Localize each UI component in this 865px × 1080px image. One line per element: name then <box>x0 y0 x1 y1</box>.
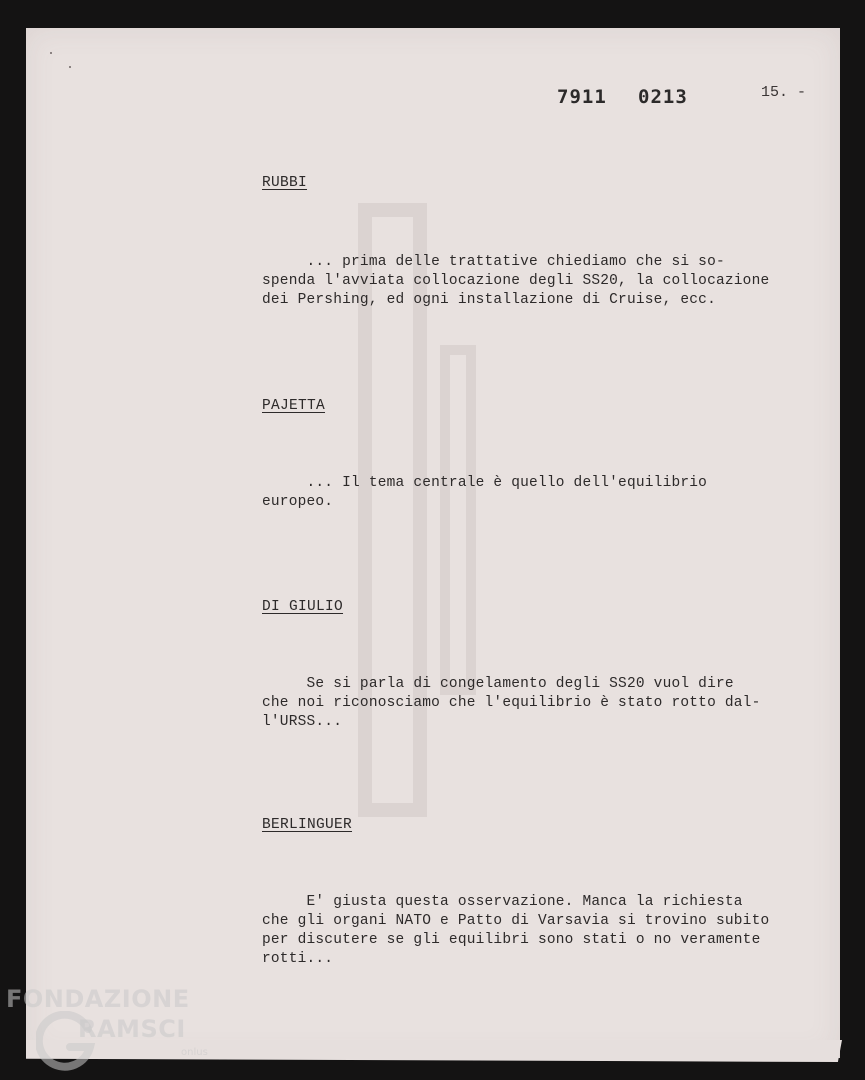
speech-paragraph <box>262 656 822 732</box>
logo-suffix: onlus <box>181 1047 208 1058</box>
page-number: 15. - <box>761 84 807 101</box>
text-line: spenda l'avviata collocazione degli SS20, la collocazione <box>262 273 770 289</box>
text-line: rotti... <box>262 951 334 967</box>
paper-speck <box>50 52 52 54</box>
text-line: Se si parla di congelamento degli SS20 vuol dire <box>262 676 734 692</box>
speaker-name: PAJETTA <box>262 398 326 414</box>
text-line: dei Pershing, ed ogni installazione di Cruise, ecc. <box>262 292 716 308</box>
logo-text-line1: FONDAZIONE <box>6 985 190 1013</box>
text-line: ... prima delle trattative chiediamo che si so- <box>262 254 725 270</box>
speech-paragraph <box>262 234 822 310</box>
text-line: E' giusta questa osservazione. Manca la richiesta <box>262 894 743 910</box>
text-line: che noi riconosciamo che l'equilibrio è stato rotto dal- <box>262 695 761 711</box>
paper-speck <box>69 66 71 68</box>
text-line: per discutere se gli equilibri sono stati o no veramente <box>262 932 761 948</box>
speech-paragraph <box>262 874 822 969</box>
text-line: ... Il tema centrale è quello dell'equilibrio <box>262 475 708 491</box>
logo-text-line2: RAMSCI <box>78 1015 186 1043</box>
text-line: europeo. <box>262 494 334 510</box>
fondazione-gramsci-logo <box>6 985 216 1075</box>
text-line: l'URSS... <box>262 714 343 730</box>
text-line: che gli organi NATO e Patto di Varsavia si trovino subito <box>262 913 770 929</box>
reference-number: 7911 <box>557 86 607 108</box>
speaker-name: BERLINGUER <box>262 817 353 833</box>
speaker-name: RUBBI <box>262 175 308 191</box>
reference-code: 0213 <box>638 86 688 108</box>
speech-paragraph <box>262 455 822 512</box>
speaker-name: DI GIULIO <box>262 599 344 615</box>
